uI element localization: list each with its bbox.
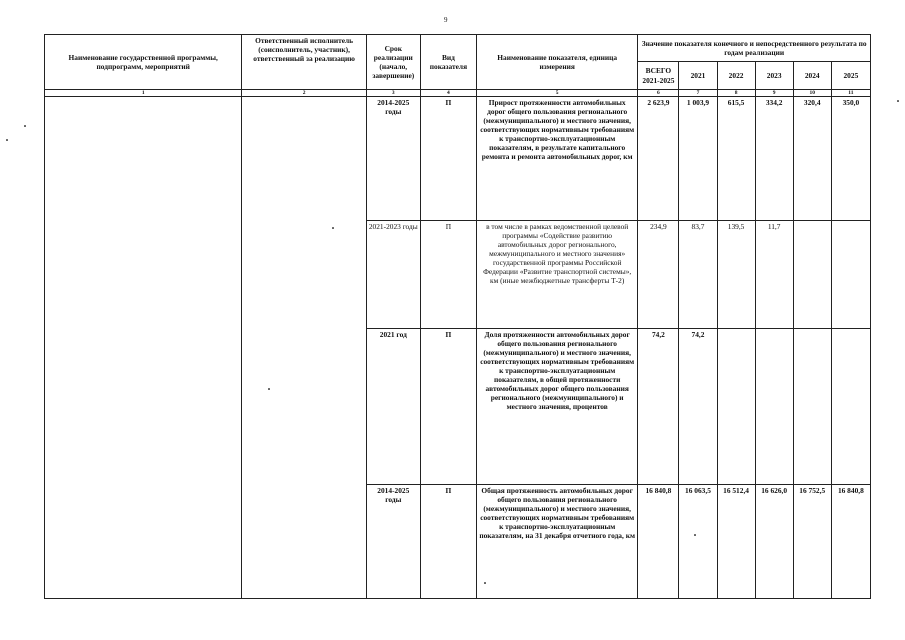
- column-number: 8: [717, 90, 755, 97]
- value-year-cell: [831, 329, 870, 485]
- period-cell: 2021-2023 годы: [366, 221, 420, 329]
- value-total-cell: 234,9: [638, 221, 679, 329]
- column-number: 6: [638, 90, 679, 97]
- header-year: 2021: [679, 62, 717, 90]
- header-indicator-kind: Вид показателя: [420, 35, 476, 90]
- column-number: 1: [45, 90, 242, 97]
- value-year-cell: 139,5: [717, 221, 755, 329]
- value-year-cell: 16 512,4: [717, 485, 755, 599]
- scan-speck: [897, 100, 899, 102]
- value-year-cell: [755, 329, 793, 485]
- column-number: 4: [420, 90, 476, 97]
- indicator-kind-cell: П: [420, 329, 476, 485]
- value-year-cell: [793, 221, 831, 329]
- indicators-table: [44, 34, 871, 599]
- value-year-cell: 1 003,9: [679, 97, 717, 221]
- header-period: Срок реализации (начало, завершение): [366, 35, 420, 90]
- value-year-cell: 74,2: [679, 329, 717, 485]
- scan-speck: [24, 125, 26, 127]
- header-year: 2022: [717, 62, 755, 90]
- value-total-cell: 74,2: [638, 329, 679, 485]
- header-row: [45, 35, 871, 62]
- column-number: 2: [242, 90, 366, 97]
- column-number: 9: [755, 90, 793, 97]
- scan-speck: [694, 534, 696, 536]
- column-number: 7: [679, 90, 717, 97]
- scan-speck: [6, 139, 8, 141]
- indicator-name-cell: в том числе в рамках ведомственной целевой программы «Содействие развитию автомобильных дорог регионального, межмуниципального и местного значения» государственной программы Российской Федерации «Развитие транспортной системы», км (иные межбюджетные трансферты Т-2): [476, 221, 637, 329]
- indicator-kind-cell: П: [420, 221, 476, 329]
- scan-speck: [268, 388, 270, 390]
- value-total-cell: 2 623,9: [638, 97, 679, 221]
- header-indicator-name: Наименование показателя, единица измерения: [476, 35, 637, 90]
- indicator-name-cell: Прирост протяженности автомобильных дорог общего пользования регионального (межмуниципального) и местного значения, соответствующих нормативным требованиям к транспортно-эксплуатационным показателям, в результате капитального ремонта и ремонта автомобильных дорог, км: [476, 97, 637, 221]
- value-total-cell: 16 840,8: [638, 485, 679, 599]
- value-year-cell: 16 626,0: [755, 485, 793, 599]
- table-row: [45, 97, 871, 221]
- column-number-row: [45, 90, 871, 97]
- responsible-cell: [242, 97, 366, 599]
- indicator-name-cell: Общая протяженность автомобильных дорог общего пользования регионального (межмуниципального) и местного значения, соответствующих нормативным требованиям к транспортно-эксплуатационным показателям, на 31 декабря отчетного года, км: [476, 485, 637, 599]
- header-year: 2025: [831, 62, 870, 90]
- column-number: 3: [366, 90, 420, 97]
- column-number: 5: [476, 90, 637, 97]
- period-cell: 2021 год: [366, 329, 420, 485]
- scan-speck: [332, 227, 334, 229]
- header-year: 2023: [755, 62, 793, 90]
- value-year-cell: 350,0: [831, 97, 870, 221]
- value-year-cell: 16 752,5: [793, 485, 831, 599]
- indicator-kind-cell: П: [420, 97, 476, 221]
- page-number: 9: [444, 16, 448, 24]
- indicator-name-cell: Доля протяженности автомобильных дорог общего пользования регионального (межмуниципального) и местного значения, соответствующих нормативным требованиям к транспортно-эксплуатационным показателям, в общей протяженности автомобильных дорог общего пользования регионального (межмуниципального) и местного значения, процентов: [476, 329, 637, 485]
- value-year-cell: 11,7: [755, 221, 793, 329]
- value-year-cell: [831, 221, 870, 329]
- value-year-cell: 83,7: [679, 221, 717, 329]
- value-year-cell: [793, 329, 831, 485]
- value-year-cell: 16 063,5: [679, 485, 717, 599]
- header-program-name: Наименование государственной программы, подпрограмм, мероприятий: [45, 35, 242, 90]
- header-total: ВСЕГО 2021-2025: [638, 62, 679, 90]
- header-year: 2024: [793, 62, 831, 90]
- value-year-cell: 334,2: [755, 97, 793, 221]
- scan-speck: [484, 582, 486, 584]
- column-number: 10: [793, 90, 831, 97]
- period-cell: 2014-2025 годы: [366, 97, 420, 221]
- header-responsible: Ответственный исполнитель (соисполнитель, участник), ответственный за реализацию: [242, 35, 366, 90]
- value-year-cell: [717, 329, 755, 485]
- program-name-cell: [45, 97, 242, 599]
- value-year-cell: 16 840,8: [831, 485, 870, 599]
- column-number: 11: [831, 90, 870, 97]
- header-values-group: Значение показателя конечного и непосредственного результата по годам реализации: [638, 35, 871, 62]
- value-year-cell: 615,5: [717, 97, 755, 221]
- period-cell: 2014-2025 годы: [366, 485, 420, 599]
- indicator-kind-cell: П: [420, 485, 476, 599]
- value-year-cell: 320,4: [793, 97, 831, 221]
